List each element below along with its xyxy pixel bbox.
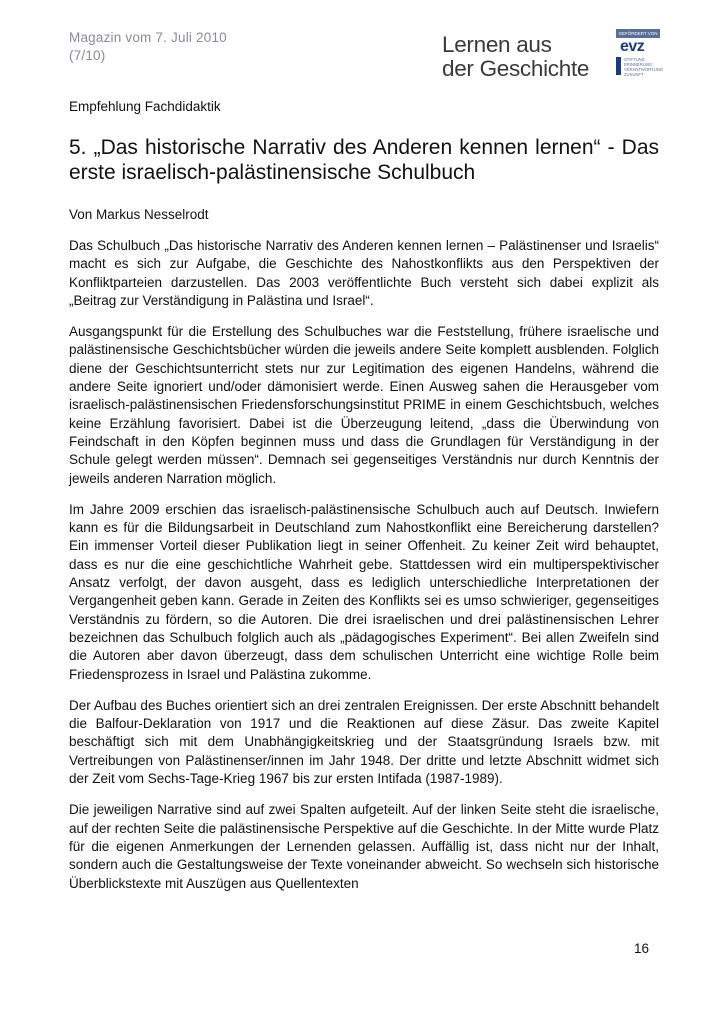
evz-wordmark: evz <box>620 38 645 55</box>
author-line: Von Markus Nesselrodt <box>69 207 209 222</box>
article-body <box>69 237 659 906</box>
paragraph: Der Aufbau des Buches orientiert sich an drei zentralen Ereignissen. Der erste Abschnitt behandelt die Balfour-Deklaration von 1917 und die Reaktionen auf diese Zäsur. Das zweite Kapitel beschäftigt sich mit dem Unabhängigkeitskrieg und der Staatsgründung Israels bzw. mit Vertreibungen von Palästinenser/innen im Jahr 1948. Der dritte und letzte Abschnitt widmet sich der Zeit vom Sechs-Tage-Krieg 1967 bis zur ersten Intifada (1987-1989). <box>69 697 659 787</box>
paragraph: Die jeweiligen Narrative sind auf zwei Spalten aufgeteilt. Auf der linken Seite steht die israelische, auf der rechten Seite die palästinensische Perspektive auf die Geschichte. In der Mitte wurde Platz für die eigenen Anmerkungen der Lernenden gelassen. Auffällig ist, dass nicht nur der Inhalt, sondern auch die Gestaltungsweise der Texte voneinander abweicht. So wechseln sich historische Überblickstexte mit Auszügen aus Quellentexten <box>69 802 659 891</box>
evz-logo <box>616 29 664 81</box>
evz-subtitle: STIFTUNG ERINNERUNG VERANTWORTUNG ZUKUNFT <box>624 57 664 77</box>
page-number: 16 <box>634 941 650 956</box>
article-title: 5. „Das historische Narrativ des Anderen kennen lernen“ - Das erste israelisch-palästinensische Schulbuch <box>69 136 659 184</box>
paragraph: Das Schulbuch „Das historische Narrativ des Anderen kennen lernen – Palästinenser und Israelis“ macht es sich zur Aufgabe, die Geschichte des Nahostkonflikts aus den Perspektiven der Konfliktparteien darzustellen. Das 2003 veröffentlichte Buch versteht sich dabei explizit als „Beitrag zur Verständigung in Palästina und Israel“. <box>69 238 659 308</box>
evz-tagline: GEFÖRDERT VON <box>616 29 660 38</box>
paragraph: Im Jahre 2009 erschien das israelisch-palästinensische Schulbuch auch auf Deutsch. Inwiefern kann es für die Bildungsarbeit in Deutschland zum Nahostkonflikt eine Bereicherung darstellen? Ein immenser Vorteil dieser Publikation liegt in seiner Offenheit. Zu keiner Zeit wird behauptet, dass es nur die eine geschichtliche Wahrheit gebe. Stattdessen wird ein multiperspektivischer Ansatz verfolgt, der davon ausgeht, dass es lediglich unterschiedliche Interpretationen der Vergangenheit geben kann. Gerade in Zeiten des Konflikts sei es umso schwieriger, gegenseitiges Verständnis zu fördern, so die Autoren. Die drei israelischen und drei palästinensischen Lehrer bezeichnen das Schulbuch folglich auch als „pädagogisches Experiment“. Bei allen Zweifeln sind die Autoren aber davon überzeugt, dass dem schulischen Unterricht eine wichtige Rolle beim Friedensprozess in Israel und Palästina zukomme. <box>69 501 659 682</box>
magazine-line-2: (7/10) <box>69 48 106 63</box>
paragraph: Ausgangspunkt für die Erstellung des Schulbuches war die Feststellung, frühere israelische und palästinensische Geschichtsbücher würden die jeweils andere Seite komplett ausblenden. Folglich diene der Geschichtsunterricht stets nur zur Legitimation des eigenen Handelns, während die andere Seite ignoriert und/oder dämonisiert werde. Einen Ausweg sahen die Herausgeber vom israelisch-palästinensischen Friedensforschungsinstitut PRIME in einem Geschichtsbuch, welches keine Erzählung favorisiert. Dabei ist die Überzeugung leitend, „dass die Überwindung von Feindschaft in den Köpfen beginnen muss und dass die Grundlagen für Verständigung in der Schule gelegt werden müssen“. Demnach sei gegenseitiges Verständnis nur durch Kenntnis der jeweils anderen Narration möglich. <box>69 324 659 486</box>
logo-der-geschichte[interactable]: der Geschichte <box>442 56 590 81</box>
logo-lernen-aus[interactable]: Lernen aus <box>442 32 552 57</box>
category-label: Empfehlung Fachdidaktik <box>69 99 221 114</box>
evz-bar <box>616 57 621 75</box>
magazine-line-1: Magazin vom 7. Juli 2010 <box>69 30 227 45</box>
